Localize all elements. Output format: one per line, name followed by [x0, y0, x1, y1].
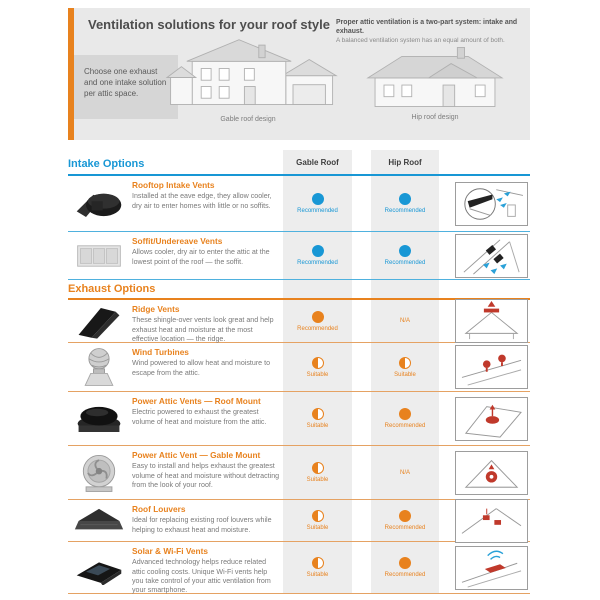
gable-mount-power-vent-image — [70, 446, 128, 499]
louver-exhaust-icon — [457, 501, 526, 541]
gable-mount-exhaust-icon — [457, 453, 526, 493]
hip-status — [371, 232, 439, 279]
gable-mount-vent-diagram — [455, 451, 528, 495]
gable-house-illustration — [158, 32, 338, 114]
table-row-roof-louvers — [68, 500, 530, 542]
row-title: Rooftop Intake Vents — [132, 180, 215, 190]
solar-wifi-vent-image — [70, 542, 128, 593]
roof-louver-icon — [73, 505, 125, 537]
row-text — [132, 547, 280, 595]
hip-status — [371, 500, 439, 541]
gable-roof-column-header: Gable Roof — [296, 157, 339, 167]
ridge-vent-icon — [73, 303, 125, 339]
row-title: Power Attic Vent — Gable Mount — [132, 450, 261, 460]
exhaust-options-header — [68, 280, 530, 300]
row-title: Solar & Wi-Fi Vents — [132, 546, 208, 556]
row-title: Soffit/Undereave Vents — [132, 236, 223, 246]
row-text — [132, 451, 280, 490]
status-dot — [399, 357, 411, 369]
rooftop-intake-vent-image — [70, 176, 128, 231]
status-label: Recommended — [384, 525, 426, 531]
page-title: Ventilation solutions for your roof style — [88, 17, 330, 32]
ridge-exhaust-icon — [457, 301, 526, 341]
gable-status — [283, 446, 352, 499]
intake-options-heading: Intake Options — [68, 158, 145, 170]
gable-status — [283, 300, 352, 342]
row-title: Wind Turbines — [132, 347, 189, 357]
status-label: Recommended — [297, 260, 338, 266]
table-header — [68, 150, 530, 176]
status-dot — [312, 408, 324, 420]
status-label: Recommended — [297, 208, 338, 214]
ridge-vent-image — [70, 300, 128, 342]
status-dot — [312, 245, 324, 257]
status-dot — [312, 193, 324, 205]
gable-status — [283, 392, 352, 445]
row-description: Easy to install and helps exhaust the greatest volume of heat and moisture without detracting from the look of your roof. — [132, 462, 280, 489]
choose-note: Choose one exhaust and one intake solution per attic space. — [74, 55, 178, 119]
wind-turbine-image — [70, 343, 128, 391]
status-dot — [399, 408, 411, 420]
banner-note — [336, 19, 522, 44]
status-dot — [312, 357, 324, 369]
gable-status — [283, 232, 352, 279]
table-row-rooftop-intake-vents — [68, 176, 530, 232]
row-description: Installed at the eave edge, they allow cooler, dry air to enter homes with little or no soffits. — [132, 192, 272, 210]
status-label: Recommended — [384, 208, 426, 214]
exhaust-options-heading: Exhaust Options — [68, 283, 156, 295]
table-row-ridge-vents — [68, 300, 530, 343]
row-text — [132, 397, 280, 427]
hip-status — [371, 392, 439, 445]
roof-mount-power-vent-image — [70, 392, 128, 445]
row-title: Roof Louvers — [132, 504, 186, 514]
status-label: Suitable — [394, 371, 416, 378]
status-label: Suitable — [306, 371, 329, 378]
soffit-airflow-icon — [457, 236, 526, 276]
row-description: Electric powered to exhaust the greatest volume of heat and moisture from the attic. — [132, 408, 267, 426]
status-dot — [312, 510, 324, 522]
wind-turbine-icon — [76, 346, 122, 388]
eave-intake-airflow-icon — [457, 184, 526, 224]
hip-status — [371, 300, 439, 342]
gable-status — [283, 542, 352, 593]
soffit-vent-image — [70, 232, 128, 279]
roof-mount-power-vent-icon — [73, 400, 125, 438]
solar-wifi-exhaust-icon — [457, 548, 526, 588]
status-label: N/A — [399, 469, 410, 476]
soffit-intake-diagram — [455, 234, 528, 278]
solar-wifi-vent-diagram — [455, 546, 528, 590]
status-label: Suitable — [306, 477, 329, 483]
row-text — [132, 181, 280, 211]
table-row-soffit-undereave-vents — [68, 232, 530, 280]
row-description: Wind powered to allow heat and moisture to escape from the attic. — [132, 359, 271, 377]
ventilation-comparison-table — [68, 150, 530, 594]
rooftop-intake-diagram — [455, 182, 528, 226]
solar-wifi-vent-icon — [73, 551, 125, 585]
status-label: Suitable — [306, 572, 329, 578]
table-row-wind-turbines — [68, 343, 530, 392]
status-dot — [399, 510, 411, 522]
turbine-exhaust-icon — [457, 347, 526, 387]
status-label: N/A — [399, 318, 410, 324]
row-text — [132, 348, 280, 378]
roof-louvers-diagram — [455, 499, 528, 543]
gable-status — [283, 343, 352, 391]
status-label: Recommended — [384, 572, 426, 578]
hip-roof-caption: Hip roof design — [411, 114, 459, 121]
banner-note-sub: A balanced ventilation system has an equal amount of both. — [336, 37, 505, 45]
wind-turbine-diagram — [455, 345, 528, 389]
status-label: Recommended — [297, 325, 338, 332]
status-label: Recommended — [384, 423, 426, 429]
banner-note-title: Proper attic ventilation is a two-part system: intake and exhaust. — [336, 19, 518, 35]
row-text — [132, 505, 280, 535]
gable-roof-caption: Gable roof design — [220, 116, 276, 123]
rooftop-intake-vent-icon — [73, 185, 125, 223]
hip-roof-column-header: Hip Roof — [388, 157, 422, 167]
row-description: These shingle-over vents look great and help exhaust heat and moisture at the most effective location — the ridge. — [132, 316, 274, 343]
row-description: Ideal for replacing existing roof louvers while helping to exhaust heat and moisture. — [132, 516, 272, 534]
table-row-power-attic-vents-roof-mount — [68, 392, 530, 446]
row-text — [132, 305, 280, 344]
status-dot — [399, 193, 411, 205]
status-label: Recommended — [384, 260, 426, 266]
hip-roof-figure — [346, 42, 524, 121]
status-dot — [399, 557, 411, 569]
soffit-vent-icon — [73, 239, 125, 273]
row-description: Advanced technology helps reduce related attic cooling costs. Unique Wi-Fi vents help you take control of your attic ventilation from your smartphone. — [132, 558, 271, 595]
status-label: Suitable — [306, 423, 329, 429]
hip-status — [371, 343, 439, 391]
status-dot — [312, 557, 324, 569]
roof-mount-exhaust-icon — [457, 399, 526, 439]
row-title: Power Attic Vents — Roof Mount — [132, 396, 261, 406]
status-dot — [312, 462, 324, 474]
hip-status — [371, 446, 439, 499]
hip-status — [371, 542, 439, 593]
status-dot — [399, 245, 411, 257]
hip-house-illustration — [350, 42, 520, 112]
gable-roof-figure — [154, 32, 342, 123]
row-text — [132, 237, 280, 267]
status-dot — [312, 311, 324, 323]
banner — [74, 8, 530, 140]
row-title: Ridge Vents — [132, 304, 180, 314]
gable-status — [283, 176, 352, 231]
roof-mount-vent-diagram — [455, 397, 528, 441]
hip-status — [371, 176, 439, 231]
gable-mount-power-vent-icon — [75, 452, 123, 494]
roof-louver-image — [70, 500, 128, 541]
gable-status — [283, 500, 352, 541]
table-row-solar-wifi-vents — [68, 542, 530, 594]
table-row-power-attic-vent-gable-mount — [68, 446, 530, 500]
row-description: Allows cooler, dry air to enter the attic at the lowest point of the roof — the soffit. — [132, 248, 270, 266]
status-label: Suitable — [306, 525, 329, 531]
ridge-vent-diagram — [455, 299, 528, 343]
